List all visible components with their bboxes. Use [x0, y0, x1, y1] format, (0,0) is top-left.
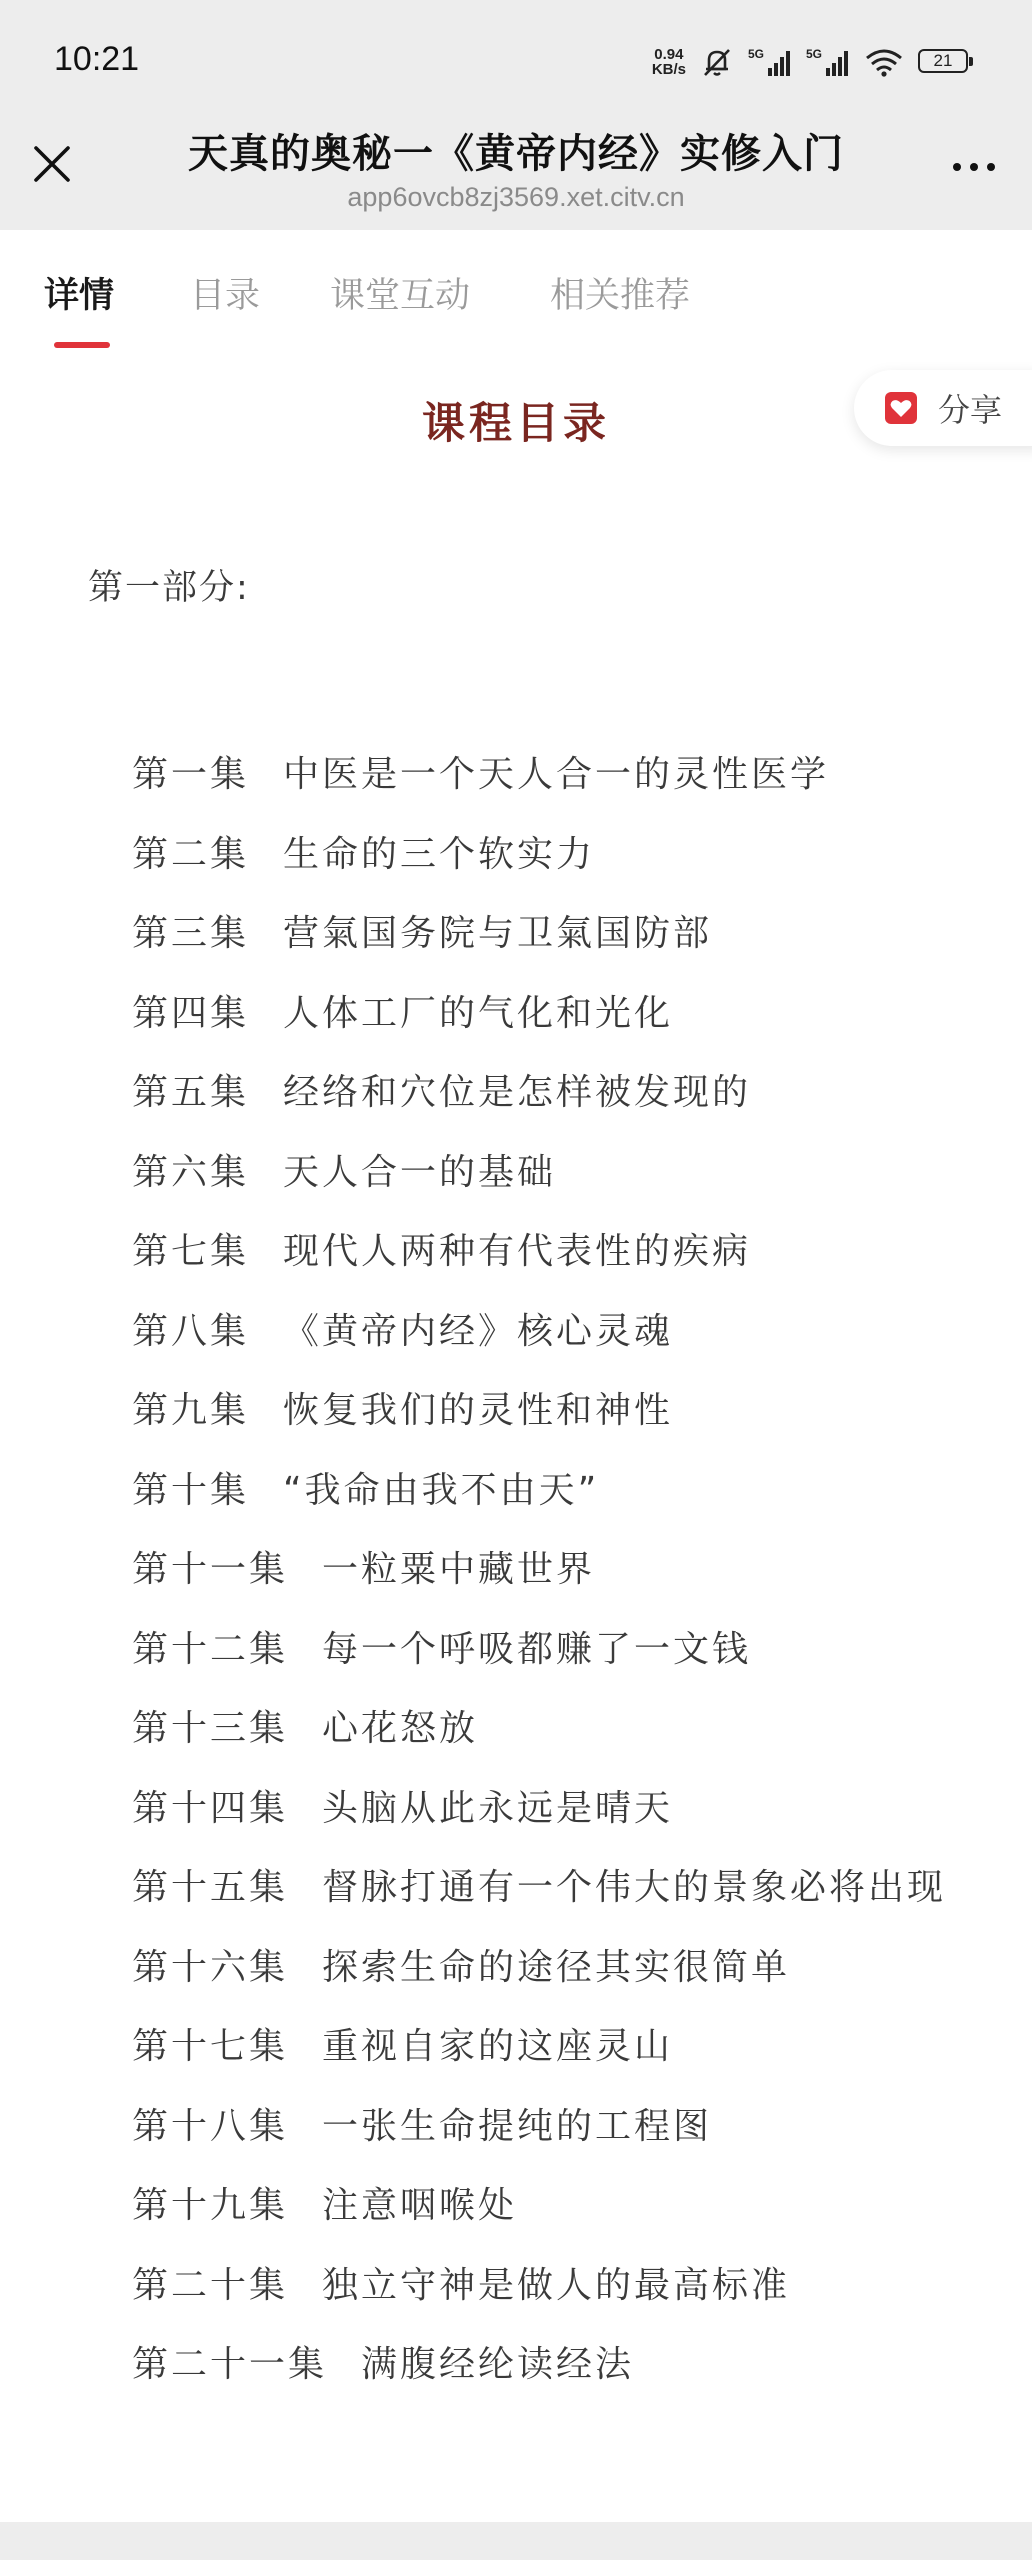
list-item — [0, 894, 1032, 974]
list-item — [0, 2166, 1032, 2246]
list-item — [0, 1928, 1032, 2008]
list-item — [0, 1689, 1032, 1769]
episode-number: 第五集 — [132, 1072, 250, 1113]
battery-level: 21 — [918, 49, 968, 73]
episode-number: 第二十集 — [132, 2264, 289, 2306]
list-item — [0, 1610, 1032, 1690]
more-button[interactable] — [944, 152, 1004, 182]
signal-5g-icon — [748, 46, 792, 78]
episode-title: 经络和穴位是怎样被发现的 — [283, 1072, 752, 1113]
list-item — [0, 1530, 1032, 1610]
list-item — [0, 1292, 1032, 1372]
net-speed — [652, 47, 686, 77]
episode-title: 探索生命的途径其实很简单 — [322, 1946, 791, 1988]
episode-number: 第十七集 — [132, 2026, 289, 2067]
list-item — [0, 815, 1032, 895]
share-label: 分享 — [938, 391, 1003, 429]
episode-title: 一粒粟中藏世界 — [322, 1549, 596, 1590]
tab-details[interactable]: 详情 — [44, 276, 115, 316]
list-item — [0, 1848, 1032, 1928]
course-catalog-heading: 课程目录 — [422, 399, 610, 449]
episode-number: 第九集 — [132, 1390, 250, 1431]
status-icons — [652, 44, 976, 80]
episode-number: 第十八集 — [132, 2105, 289, 2147]
episode-title: 一张生命提纯的工程图 — [322, 2105, 713, 2147]
episode-title: 生命的三个软实力 — [283, 833, 596, 875]
episode-number: 第十三集 — [132, 1708, 289, 1749]
episode-title: 《黄帝内经》核心灵魂 — [283, 1310, 674, 1352]
list-item — [0, 2246, 1032, 2326]
title-bar — [0, 118, 1032, 230]
episode-number: 第三集 — [132, 913, 250, 954]
active-tab-indicator — [54, 342, 110, 348]
episode-number: 第十一集 — [132, 1549, 289, 1590]
episode-list — [0, 735, 1032, 2405]
episode-number: 第七集 — [132, 1231, 250, 1272]
battery-icon — [918, 49, 976, 75]
episode-number: 第十六集 — [132, 1946, 289, 1988]
bottom-band — [0, 2522, 1032, 2560]
list-item — [0, 1212, 1032, 1292]
list-item — [0, 2325, 1032, 2405]
status-bar — [0, 0, 1032, 118]
net-speed-value: 0.94 — [654, 46, 684, 63]
episode-title: 重视自家的这座灵山 — [322, 2026, 674, 2067]
list-item — [0, 2087, 1032, 2167]
episode-title: 营氣国务院与卫氣国防部 — [283, 913, 713, 954]
part-label: 第一部分: — [88, 568, 250, 608]
list-item — [0, 2007, 1032, 2087]
episode-title: 头脑从此永远是晴天 — [322, 1787, 674, 1829]
tab-catalog[interactable]: 目录 — [190, 276, 261, 316]
episode-title: 现代人两种有代表性的疾病 — [283, 1231, 752, 1272]
page-title: 天真的奥秘一《黄帝内经》实修入门 — [188, 131, 844, 177]
svg-text:5G: 5G — [748, 47, 765, 61]
episode-title: 天人合一的基础 — [283, 1151, 557, 1193]
more-dot — [970, 163, 978, 171]
net-speed-unit: KB/s — [651, 61, 686, 78]
episode-number: 第二集 — [132, 833, 250, 875]
list-item — [0, 974, 1032, 1054]
episode-title: 满腹经纶读经法 — [361, 2344, 635, 2385]
list-item — [0, 1133, 1032, 1213]
battery-tip — [969, 57, 973, 66]
episode-number: 第十五集 — [132, 1867, 289, 1908]
episode-number: 第十集 — [132, 1469, 250, 1511]
episode-title: 每一个呼吸都赚了一文钱 — [322, 1628, 752, 1670]
episode-number: 第四集 — [132, 992, 250, 1034]
episode-number: 第十四集 — [132, 1787, 289, 1829]
episode-title: “我命由我不由天” — [283, 1469, 600, 1511]
more-dots-icon — [953, 163, 961, 171]
episode-title: 独立守神是做人的最高标准 — [322, 2264, 791, 2306]
list-item — [0, 1769, 1032, 1849]
signal-5g-icon-2 — [806, 46, 850, 78]
episode-title: 注意咽喉处 — [322, 2185, 518, 2226]
list-item — [0, 1053, 1032, 1133]
episode-number: 第六集 — [132, 1151, 250, 1193]
status-time: 10:21 — [54, 40, 140, 78]
more-dot — [987, 163, 995, 171]
mute-bell-icon — [700, 45, 734, 79]
episode-number: 第十二集 — [132, 1628, 289, 1670]
page-url: app6ovcb8zj3569.xet.citv.cn — [347, 182, 685, 212]
tab-recommend[interactable]: 相关推荐 — [550, 276, 691, 316]
list-item — [0, 735, 1032, 815]
episode-number: 第十九集 — [132, 2185, 289, 2226]
wifi-icon — [864, 46, 904, 78]
episode-title: 督脉打通有一个伟大的景象必将出现 — [322, 1867, 947, 1908]
episode-title: 恢复我们的灵性和神性 — [283, 1390, 674, 1431]
list-item — [0, 1451, 1032, 1531]
tab-bar — [0, 230, 1032, 354]
episode-title: 心花怒放 — [322, 1708, 479, 1749]
episode-title: 中医是一个天人合一的灵性医学 — [283, 754, 830, 795]
list-item — [0, 1371, 1032, 1451]
episode-number: 第一集 — [132, 754, 250, 795]
svg-text:5G: 5G — [806, 47, 823, 61]
tab-classroom[interactable]: 课堂互动 — [330, 276, 471, 316]
episode-number: 第二十一集 — [132, 2344, 328, 2385]
episode-title: 人体工厂的气化和光化 — [283, 992, 674, 1034]
episode-number: 第八集 — [132, 1310, 250, 1352]
